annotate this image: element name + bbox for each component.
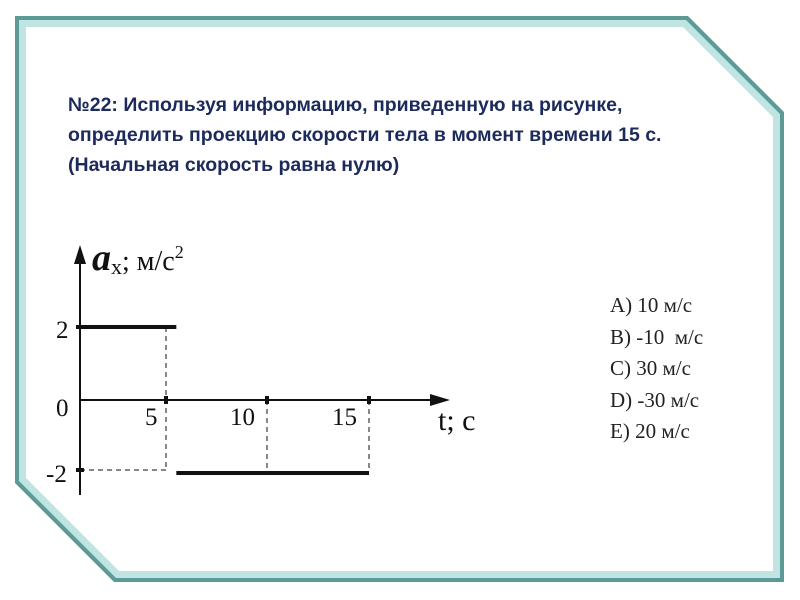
y-tick-label-neg2: -2 [46,461,67,488]
y-axis-label [92,237,184,279]
question-line-1: №22: Используя информацию, приведенную на рисунке, [68,94,623,116]
question-line-3: (Начальная скорость равна нулю) [68,154,400,176]
x-axis-label: t; с [438,404,476,437]
tick-mark-5 [164,396,168,404]
tick-mark-15 [367,396,371,404]
answer-option-c[interactable]: C) 30 м/с [610,356,691,380]
x-tick-label-10: 10 [230,404,255,431]
y-axis-symbol: a [92,237,111,279]
question-line-2: определить проекцию скорости тела в момент времени 15 с. [68,124,662,146]
answer-option-d[interactable]: D) -30 м/с [610,387,700,412]
answer-option-e[interactable]: E) 20 м/с [610,419,690,443]
x-tick-label-5: 5 [145,404,158,431]
y-axis-units-power: 2 [174,242,184,262]
y-tick-label-0: 0 [56,395,69,422]
answer-option-b[interactable]: B) -10 м/с [610,324,704,349]
x-tick-label-15: 15 [332,404,357,431]
y-axis-units: ; м/с [122,246,175,277]
tick-mark-neg2 [76,468,84,472]
y-axis-subscript: x [111,254,122,279]
answer-option-a[interactable]: A) 10 м/с [610,293,693,317]
answer-options [610,290,703,448]
tick-mark-10 [265,396,269,404]
y-axis-arrow [74,245,86,264]
y-tick-label-2: 2 [56,317,69,344]
